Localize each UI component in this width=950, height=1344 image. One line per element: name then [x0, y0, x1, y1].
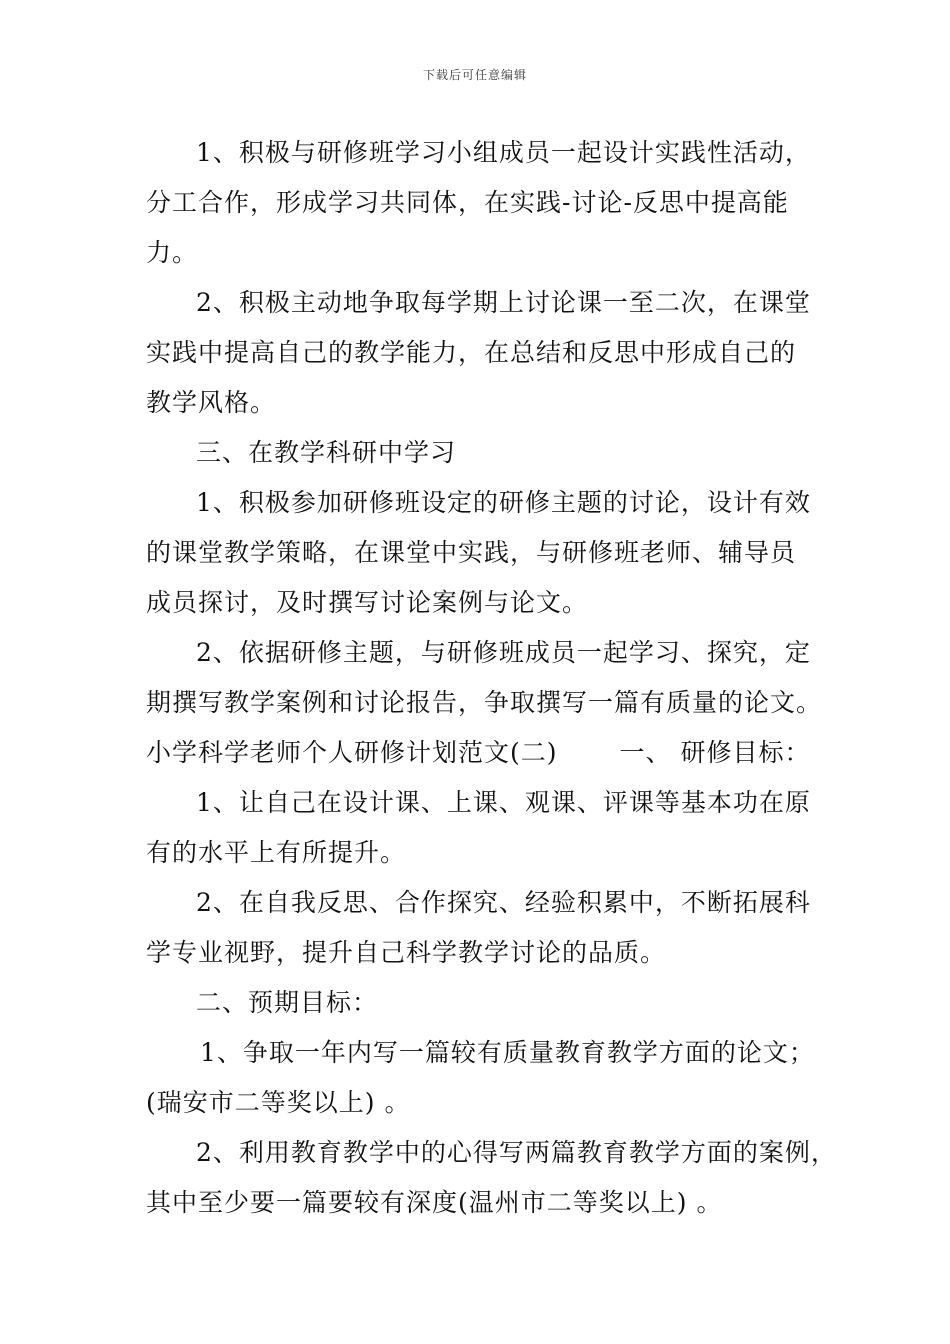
paragraph-line: 2、积极主动地争取每学期上讨论课一至二次，在课堂 — [196, 288, 811, 317]
section-heading: 一、 研修目标： — [619, 738, 811, 767]
paragraph-line: (瑞安市二等奖以上) 。 — [146, 1088, 411, 1117]
paragraph-line: 学专业视野，提升自己科学教学讨论的品质。 — [146, 938, 667, 967]
paragraph-line: 1、争取一年内写一篇较有质量教育教学方面的论文； — [200, 1038, 815, 1067]
document-body — [146, 128, 837, 1228]
paragraph-line: 力。 — [146, 238, 199, 267]
paragraph-line: 2、依据研修主题，与研修班成员一起学习、探究，定 — [196, 638, 811, 667]
paragraph-line: 1、积极参加研修班设定的研修主题的讨论，设计有效 — [196, 488, 811, 517]
paragraph-line: 期撰写教学案例和讨论报告，争取撰写一篇有质量的论文。 — [146, 688, 823, 717]
paragraph-line: 2、利用教育教学中的心得写两篇教育教学方面的案例， — [196, 1138, 837, 1167]
section-heading: 三、在教学科研中学习 — [196, 438, 457, 467]
paragraph-line: 实践中提高自己的教学能力，在总结和反思中形成自己的 — [146, 338, 797, 367]
paragraph-line: 其中至少要一篇要较有深度(温州市二等奖以上) 。 — [146, 1188, 723, 1217]
document-title-line — [146, 728, 818, 778]
paragraph-line: 1、让自己在设计课、上课、观课、评课等基本功在原 — [196, 788, 811, 817]
paragraph-line: 2、在自我反思、合作探究、经验积累中，不断拓展科 — [196, 888, 811, 917]
paragraph-line: 的课堂教学策略，在课堂中实践，与研修班老师、辅导员 — [146, 538, 797, 567]
section-heading: 二、预期目标： — [196, 988, 379, 1017]
header-note: 下载后可任意编辑 — [422, 68, 527, 82]
document-title: 小学科学老师个人研修计划范文(二) — [146, 738, 558, 767]
paragraph-line: 教学风格。 — [146, 388, 277, 417]
paragraph-line: 分工合作，形成学习共同体，在实践-讨论-反思中提高能 — [146, 188, 789, 217]
paragraph-line: 有的水平上有所提升。 — [146, 838, 407, 867]
paragraph-line: 成员探讨，及时撰写讨论案例与论文。 — [146, 588, 589, 617]
paragraph-line: 1、积极与研修班学习小组成员一起设计实践性活动， — [196, 138, 811, 167]
